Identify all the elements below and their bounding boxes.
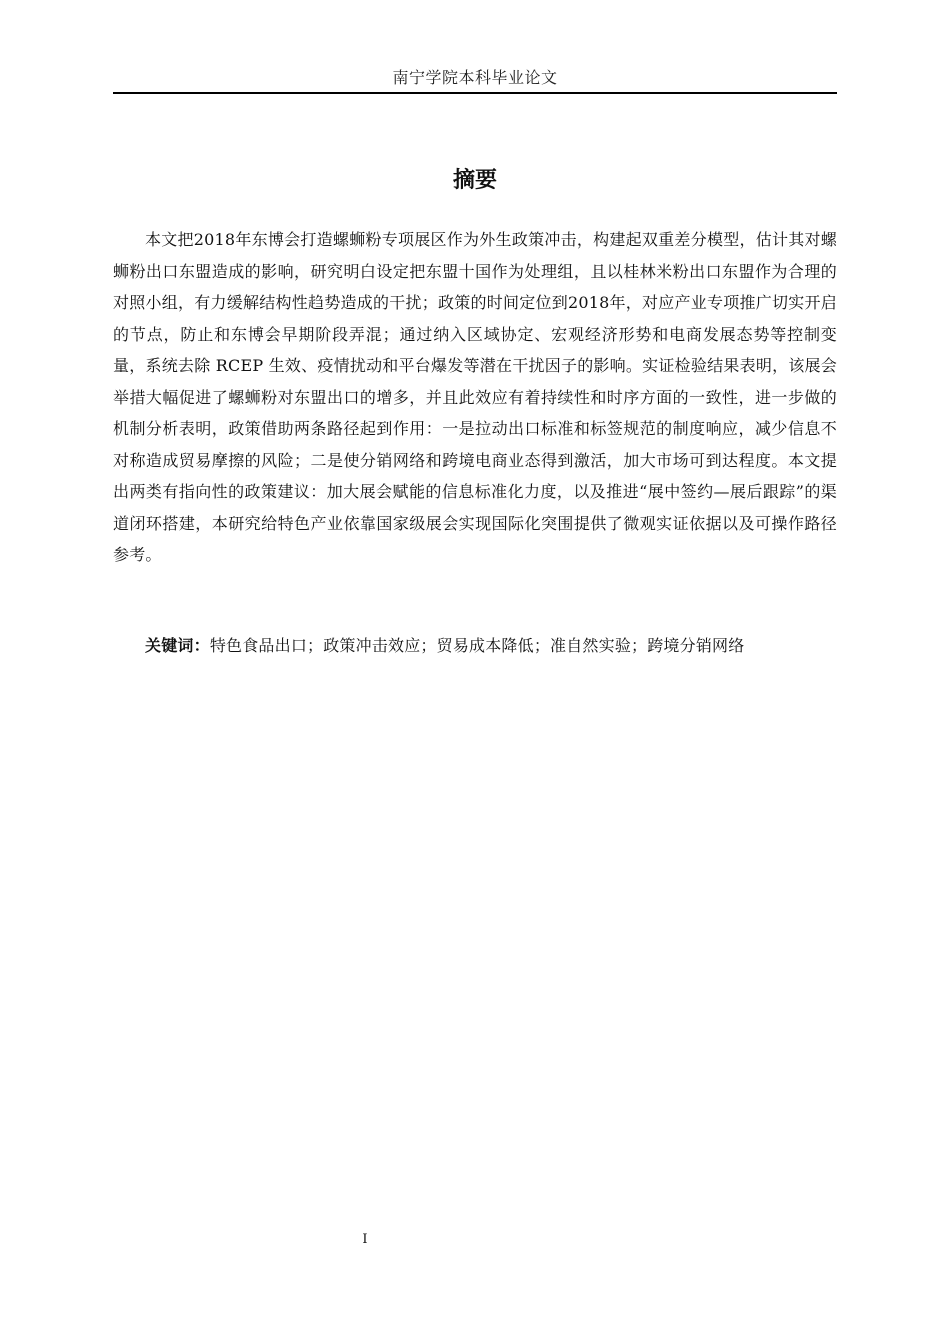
page-number: I xyxy=(362,1232,368,1247)
page-header xyxy=(113,68,837,94)
abstract-body: 本文把2018年东博会打造螺蛳粉专项展区作为外生政策冲击，构建起双重差分模型，估计其对螺蛳粉出口东盟造成的影响，研究明白设定把东盟十国作为处理组，且以桂林米粉出口东盟作为合理的对照小组，有力缓解结构性趋势造成的干扰；政策的时间定位到2018年，对应产业专项推广切实开启的节点，防止和东博会早期阶段弄混；通过纳入区域协定、宏观经济形势和电商发展态势等控制变量，系统去除 RCEP 生效、疫情扰动和平台爆发等潜在干扰因子的影响。实证检验结果表明，该展会举措大幅促进了螺蛳粉对东盟出口的增多，并且此效应有着持续性和时序方面的一致性，进一步做的机制分析表明，政策借助两条路径起到作用：一是拉动出口标准和标签规范的制度响应，减少信息不对称造成贸易摩擦的风险；二是使分销网络和跨境电商业态得到激活，加大市场可到达程度。本文提出两类有指向性的政策建议：加大展会赋能的信息标准化力度，以及推进“展中签约—展后跟踪”的渠道闭环搭建，本研究给特色产业依靠国家级展会实现国际化突围提供了微观实证依据以及可操作路径参考。 xyxy=(113,230,837,564)
abstract-title: 摘要 xyxy=(452,168,497,193)
keywords-paragraph xyxy=(113,630,837,662)
keywords-label: 关键词： xyxy=(145,636,210,655)
header-title: 南宁学院本科毕业论文 xyxy=(392,68,558,87)
keywords-text: 特色食品出口；政策冲击效应；贸易成本降低；准自然实验；跨境分销网络 xyxy=(209,636,745,655)
